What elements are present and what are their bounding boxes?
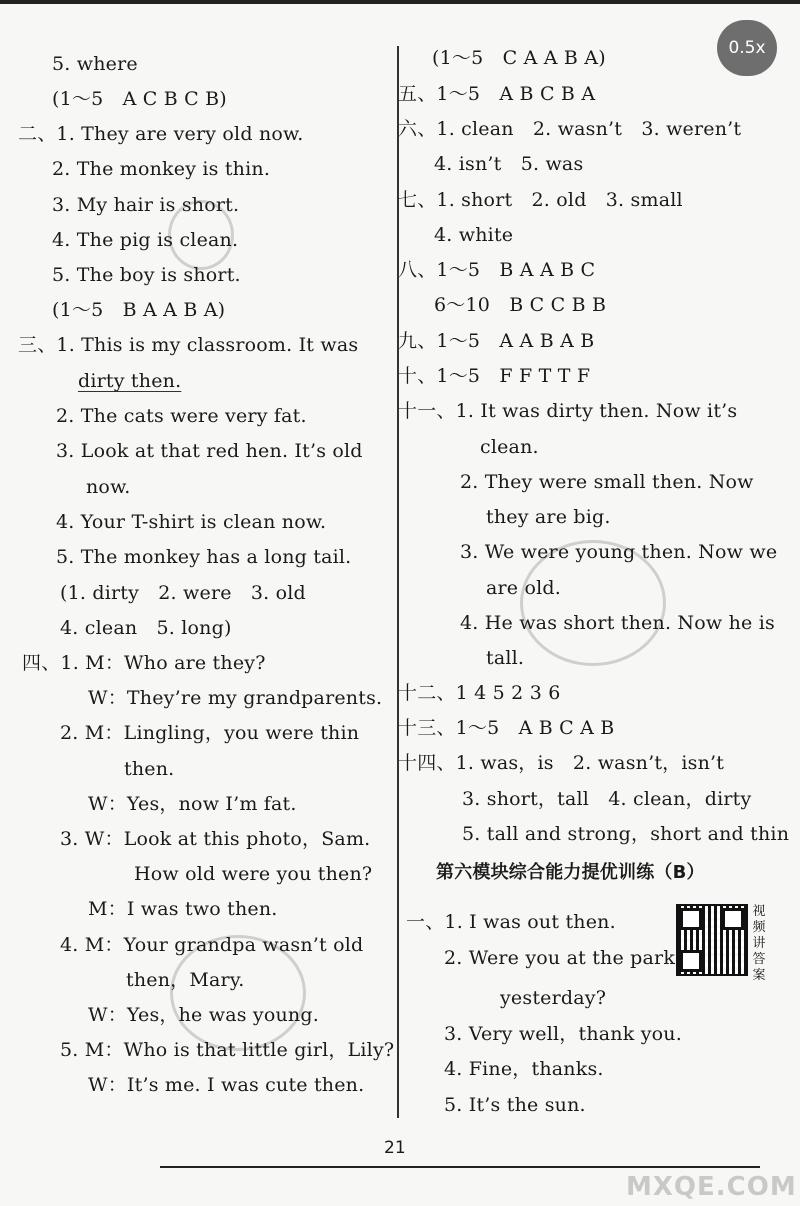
section-title: 第六模块综合能力提优训练（B） (436, 862, 705, 883)
answer-line: 5. The boy is short. (52, 264, 241, 286)
site-watermark: MXQE.COM (626, 1172, 797, 1202)
answer-line: 十、1～5 F F T T F (398, 365, 591, 387)
answer-line: now. (86, 476, 131, 498)
answer-line: 六、1. clean 2. wasn’t 3. weren’t (398, 118, 742, 140)
answer-line: W：Yes，he was young. (88, 1004, 319, 1026)
qr-code-icon[interactable] (676, 904, 748, 976)
top-border (0, 0, 800, 4)
answer-line: 4. He was short then. Now he is (460, 612, 775, 634)
answer-line: 七、1. short 2. old 3. small (398, 189, 683, 211)
answer-line: 五、1～5 A B C B A (398, 83, 596, 105)
answer-line: M：I was two then. (88, 898, 278, 920)
answer-line: 四、1. M：Who are they? (22, 652, 266, 674)
answer-line: 3. My hair is short. (52, 194, 240, 216)
answer-line: 一、1. I was out then. (406, 911, 616, 933)
answer-line: W：Yes，now I’m fat. (88, 793, 297, 815)
answer-line: 4. isn’t 5. was (434, 153, 584, 175)
page-number: 21 (384, 1138, 406, 1158)
answer-line: 5. where (52, 53, 138, 75)
answer-line: 4. clean 5. long) (60, 617, 232, 639)
answer-line: 4. M：Your grandpa wasn’t old (60, 934, 364, 956)
answer-line: W：They’re my grandparents. (88, 687, 383, 709)
answer-line: dirty then. (78, 370, 182, 392)
answer-line: 3. short，tall 4. clean，dirty (462, 788, 752, 810)
answer-line: 4. Fine，thanks. (444, 1058, 604, 1080)
answer-line: (1. dirty 2. were 3. old (60, 582, 306, 604)
answer-line: 2. The monkey is thin. (52, 158, 271, 180)
answer-line: 3. W：Look at this photo，Sam. (60, 828, 371, 850)
playback-speed-badge[interactable]: 0.5x (717, 20, 777, 76)
answer-line: then. (124, 758, 175, 780)
answer-line: then，Mary. (126, 969, 245, 991)
answer-line: 2. M：Lingling，you were thin (60, 722, 360, 744)
answer-line: tall. (486, 647, 525, 669)
answer-line: (1～5 C A A B A) (432, 47, 606, 69)
answer-line: W：It’s me. I was cute then. (88, 1074, 365, 1096)
answer-line: 十二、1 4 5 2 3 6 (398, 682, 561, 704)
answer-line: 3. We were young then. Now we (460, 541, 778, 563)
answer-line: 5. M：Who is that little girl，Lily? (60, 1039, 395, 1061)
answer-line: are old. (486, 577, 562, 599)
answer-line: 三、1. This is my classroom. It was (18, 334, 359, 356)
answer-line: 3. Look at that red hen. It’s old (56, 440, 363, 462)
answer-line: 4. white (434, 224, 514, 246)
answer-line: 十一、1. It was dirty then. Now it’s (398, 400, 738, 422)
answer-line: they are big. (486, 506, 611, 528)
answer-line: 二、1. They are very old now. (18, 123, 304, 145)
answer-line: 6～10 B C C B B (434, 294, 607, 316)
answer-line: 十四、1. was，is 2. wasn’t，isn’t (398, 752, 725, 774)
qr-label: 视频讲答案 (752, 904, 766, 983)
answer-line: 十三、1～5 A B C A B (398, 717, 615, 739)
answer-line: 2. The cats were very fat. (56, 405, 307, 427)
answer-line: (1～5 B A A B A) (52, 299, 226, 321)
answer-line: 八、1～5 B A A B C (398, 259, 596, 281)
answer-line: 4. Your T-shirt is clean now. (56, 511, 327, 533)
answer-line: yesterday? (500, 987, 607, 1009)
answer-line: How old were you then? (134, 863, 373, 885)
answer-line: clean. (480, 436, 539, 458)
answer-line: 4. The pig is clean. (52, 229, 239, 251)
answer-line: (1～5 A C B C B) (52, 88, 227, 110)
answer-line: 2. They were small then. Now (460, 471, 754, 493)
answer-line: 5. It’s the sun. (444, 1094, 586, 1116)
answer-line: 5. tall and strong，short and thin (462, 823, 790, 845)
answer-line: 2. Were you at the park (444, 947, 676, 969)
bottom-border (160, 1166, 760, 1168)
answer-line: 3. Very well，thank you. (444, 1023, 682, 1045)
answer-line: 5. The monkey has a long tail. (56, 546, 352, 568)
answer-line: 九、1～5 A A B A B (398, 330, 595, 352)
